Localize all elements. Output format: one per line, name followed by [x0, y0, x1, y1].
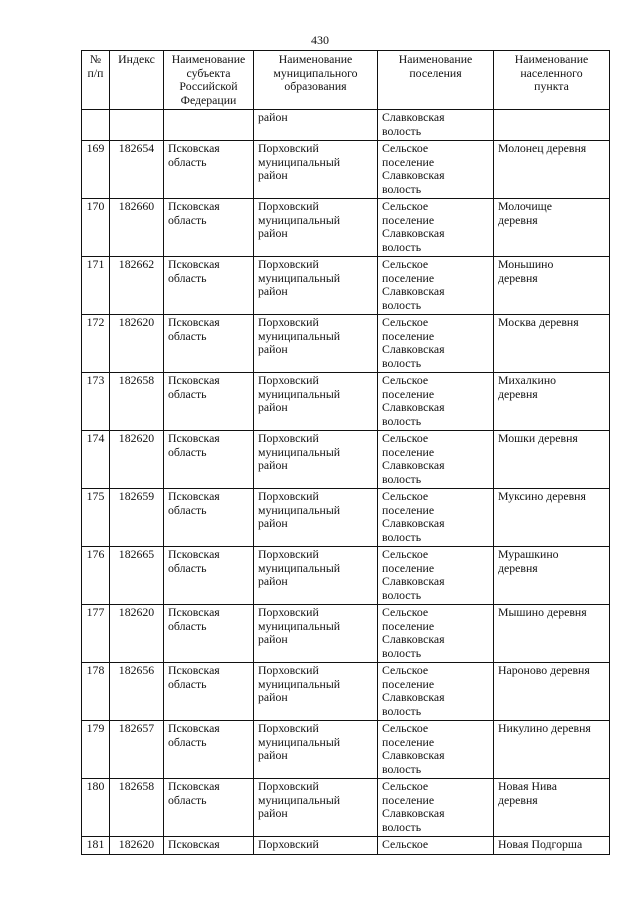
- header-settlement: Наименование поселения: [378, 51, 494, 110]
- cell-index: [110, 110, 164, 141]
- header-locality: Наименование населенного пункта: [494, 51, 610, 110]
- table-row: [82, 721, 610, 779]
- cell-settlement: Сельское поселение Славковская волость: [378, 721, 494, 779]
- cell-num: 180: [82, 779, 110, 837]
- cell-index: 182658: [110, 373, 164, 431]
- cell-municipal: Порховский муниципальный район: [254, 257, 378, 315]
- cell-index: 182660: [110, 199, 164, 257]
- header-num: № п/п: [82, 51, 110, 110]
- cell-municipal: Порховский муниципальный район: [254, 199, 378, 257]
- table-row: [82, 373, 610, 431]
- cell-settlement: Сельское поселение Славковская волость: [378, 431, 494, 489]
- cell-num: 174: [82, 431, 110, 489]
- table-row: [82, 489, 610, 547]
- cell-subject: Псковская область: [164, 431, 254, 489]
- cell-index: 182620: [110, 605, 164, 663]
- cell-municipal: Порховский: [254, 837, 378, 855]
- cell-num: 173: [82, 373, 110, 431]
- cell-municipal: Порховский муниципальный район: [254, 431, 378, 489]
- cell-num: 177: [82, 605, 110, 663]
- cell-locality: Молонец деревня: [494, 141, 610, 199]
- cell-subject: Псковская область: [164, 141, 254, 199]
- cell-settlement: Сельское поселение Славковская волость: [378, 489, 494, 547]
- cell-locality: Мошки деревня: [494, 431, 610, 489]
- cell-subject: Псковская область: [164, 315, 254, 373]
- cell-settlement: Сельское поселение Славковская волость: [378, 605, 494, 663]
- cell-index: 182620: [110, 315, 164, 373]
- cell-num: 179: [82, 721, 110, 779]
- table-row: [82, 315, 610, 373]
- cell-locality: Никулино деревня: [494, 721, 610, 779]
- cell-num: 175: [82, 489, 110, 547]
- cell-locality: Молочище деревня: [494, 199, 610, 257]
- cell-settlement: Сельское поселение Славковская волость: [378, 663, 494, 721]
- cell-locality: Новая Нива деревня: [494, 779, 610, 837]
- cell-settlement: Сельское поселение Славковская волость: [378, 315, 494, 373]
- table-row: [82, 141, 610, 199]
- cell-subject: Псковская область: [164, 489, 254, 547]
- cell-num: [82, 110, 110, 141]
- cell-num: 170: [82, 199, 110, 257]
- cell-locality: Новая Подгорша: [494, 837, 610, 855]
- cell-settlement: Сельское поселение Славковская волость: [378, 141, 494, 199]
- cell-locality: Мурашкино деревня: [494, 547, 610, 605]
- cell-index: 182662: [110, 257, 164, 315]
- cell-index: 182657: [110, 721, 164, 779]
- header-index: Индекс: [110, 51, 164, 110]
- cell-settlement: Славковская волость: [378, 110, 494, 141]
- cell-municipal: Порховский муниципальный район: [254, 779, 378, 837]
- table-row: [82, 431, 610, 489]
- cell-municipal: Порховский муниципальный район: [254, 721, 378, 779]
- cell-settlement: Сельское поселение Славковская волость: [378, 547, 494, 605]
- cell-municipal: Порховский муниципальный район: [254, 489, 378, 547]
- cell-settlement: Сельское поселение Славковская волость: [378, 199, 494, 257]
- cell-municipal: Порховский муниципальный район: [254, 315, 378, 373]
- cell-locality: [494, 110, 610, 141]
- cell-settlement: Сельское поселение Славковская волость: [378, 779, 494, 837]
- cell-municipal: Порховский муниципальный район: [254, 663, 378, 721]
- cell-num: 169: [82, 141, 110, 199]
- table-row: [82, 199, 610, 257]
- cell-locality: Муксино деревня: [494, 489, 610, 547]
- cell-subject: Псковская область: [164, 721, 254, 779]
- cell-municipal: район: [254, 110, 378, 141]
- cell-index: 182620: [110, 431, 164, 489]
- cell-subject: Псковская: [164, 837, 254, 855]
- cell-locality: Москва деревня: [494, 315, 610, 373]
- cell-settlement: Сельское поселение Славковская волость: [378, 257, 494, 315]
- cell-subject: Псковская область: [164, 663, 254, 721]
- cell-subject: Псковская область: [164, 199, 254, 257]
- cell-settlement: Сельское: [378, 837, 494, 855]
- cell-locality: Мышино деревня: [494, 605, 610, 663]
- table-row: [82, 257, 610, 315]
- table-row-partial: [82, 837, 610, 855]
- cell-subject: Псковская область: [164, 779, 254, 837]
- cell-index: 182656: [110, 663, 164, 721]
- cell-index: 182620: [110, 837, 164, 855]
- header-municipal: Наименование муниципального образования: [254, 51, 378, 110]
- table-row: [82, 779, 610, 837]
- table-row: [82, 547, 610, 605]
- cell-index: 182665: [110, 547, 164, 605]
- cell-municipal: Порховский муниципальный район: [254, 373, 378, 431]
- cell-locality: Моньшино деревня: [494, 257, 610, 315]
- cell-subject: [164, 110, 254, 141]
- cell-municipal: Порховский муниципальный район: [254, 547, 378, 605]
- cell-index: 182659: [110, 489, 164, 547]
- cell-subject: Псковская область: [164, 605, 254, 663]
- cell-locality: Михалкино деревня: [494, 373, 610, 431]
- page-number: 430: [311, 33, 329, 47]
- table-header-row: [82, 51, 610, 110]
- localities-table: [81, 50, 610, 855]
- cell-subject: Псковская область: [164, 373, 254, 431]
- cell-num: 171: [82, 257, 110, 315]
- cell-subject: Псковская область: [164, 257, 254, 315]
- cell-index: 182658: [110, 779, 164, 837]
- cell-index: 182654: [110, 141, 164, 199]
- cell-num: 178: [82, 663, 110, 721]
- cell-settlement: Сельское поселение Славковская волость: [378, 373, 494, 431]
- cell-num: 172: [82, 315, 110, 373]
- cell-locality: Нароново деревня: [494, 663, 610, 721]
- cell-municipal: Порховский муниципальный район: [254, 141, 378, 199]
- cell-num: 176: [82, 547, 110, 605]
- table-row: [82, 605, 610, 663]
- header-subject: Наименование субъекта Российской Федерации: [164, 51, 254, 110]
- continuation-row: [82, 110, 610, 141]
- cell-num: 181: [82, 837, 110, 855]
- cell-municipal: Порховский муниципальный район: [254, 605, 378, 663]
- cell-subject: Псковская область: [164, 547, 254, 605]
- table-row: [82, 663, 610, 721]
